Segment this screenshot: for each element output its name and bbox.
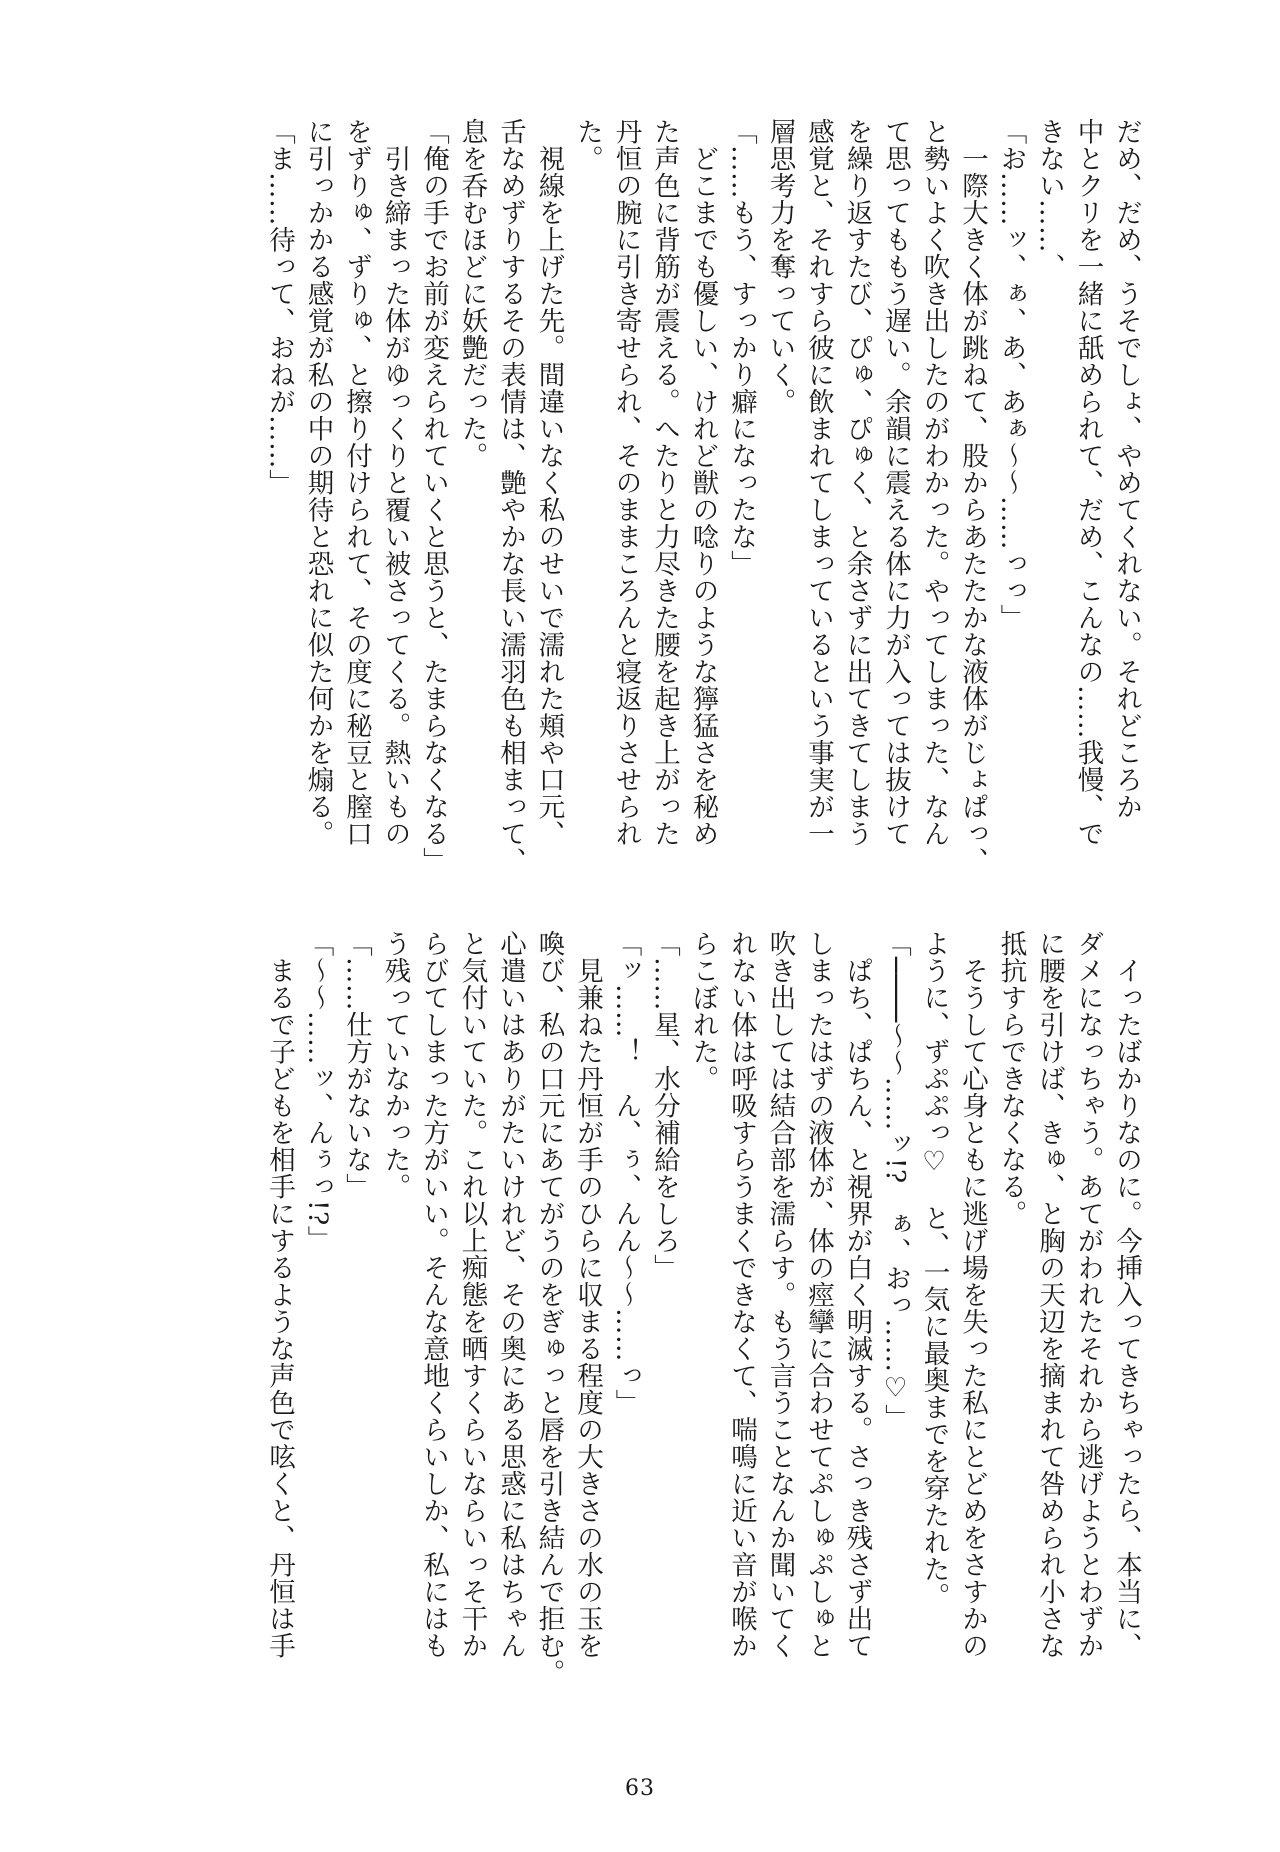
text-line: イったばかりなのに。今挿入ってきちゃったら、本当に、: [1111, 930, 1142, 1659]
text-line: 感覚と、それすら彼に飲まれてしまっているという事実が一: [803, 118, 834, 847]
text-line: ぱち、ぱちん、と視界が白く明滅する。さっき残さず出て: [841, 930, 873, 1659]
text-line: と気付いていた。これ以上痴態を晒すくらいならいっそ干か: [456, 930, 488, 1659]
text-line: しまったはずの液体が、体の痙攣に合わせてぷしゅぷしゅと: [803, 930, 834, 1659]
text-line: らびてしまった方がいい。そんな意地くらいしか、私にはも: [418, 930, 449, 1659]
text-line: 「ッ……！ ん、ぅ、んん〜〜……っ」: [610, 930, 642, 1416]
text-line: 心遣いはありがたいけれど、その奥にある思惑に私はちゃん: [495, 930, 526, 1659]
text-line: を繰り返すたび、ぴゅ、ぴゅく、と余さずに出てきてしまう: [841, 118, 873, 847]
text-line: た。: [572, 118, 603, 172]
text-line: 抵抗すらできなくなる。: [995, 930, 1027, 1227]
text-line: そうして心身ともに逃げ場を失った私にとどめをさすかの: [957, 930, 988, 1659]
text-line: 「〜〜……ッ、んぅっ!?」: [302, 930, 334, 1253]
text-line: 「お……ッ、ぁ、あ、あぁ〜〜……っっ」: [995, 118, 1027, 631]
text-line: 「ま……待って、おねが……」: [264, 118, 295, 496]
text-line: 「……星、水分補給をしろ」: [649, 930, 680, 1281]
text-line: 「……仕方がないな」: [341, 930, 372, 1200]
text-line: 層思考力を奪っていく。: [764, 118, 796, 415]
text-line: 中とクリを一緒に舐められて、だめ、こんなの……我慢、で: [1072, 118, 1104, 847]
text-line: と勢いよく吹き出したのがわかった。やってしまった、なん: [918, 118, 950, 847]
text-line: 視線を上げた先。間違いなく私のせいで濡れた頬や口元、: [533, 118, 565, 847]
text-line: ダメになっちゃう。あてがわれたそれから逃げようとわずか: [1072, 930, 1104, 1659]
text-line: ように、ずぷぷっ♡ と、一気に最奥までを穿たれた。: [918, 930, 950, 1610]
text-line: れない体は呼吸すらうまくできなくて、喘鳴に近い音が喉か: [726, 930, 757, 1659]
text-line: 「……もう、すっかり癖になったな」: [726, 118, 757, 577]
text-line: う残っていなかった。: [379, 930, 411, 1200]
text-block-top: [135, 118, 1145, 878]
text-line: て思ってももう遅い。余韻に震える体に力が入っては抜けて: [880, 118, 911, 847]
text-line: 一際大きく体が跳ねて、股からあたたかな液体がじょぱっ、: [957, 118, 988, 874]
text-line: 息を呑むほどに妖艶だった。: [456, 118, 488, 469]
text-line: らこぼれた。: [687, 930, 719, 1092]
text-line: 引き締まった体がゆっくりと覆い被さってくる。熱いもの: [379, 118, 411, 847]
text-line: 吹き出しては結合部を濡らす。もう言うことなんか聞いてく: [764, 930, 796, 1659]
text-line: 喚び、私の口元にあてがうのをぎゅっと唇を引き結んで拒む。: [533, 930, 565, 1686]
text-line: た声色に背筋が震える。へたりと力尽きた腰を起き上がった: [649, 118, 680, 847]
text-line: 舌なめずりするその表情は、艶やかな長い濡羽色も相まって、: [495, 118, 526, 874]
text-line: をずりゅ、ずりゅ、と擦り付けられて、その度に秘豆と膣口: [341, 118, 372, 847]
text-line: に腰を引けば、きゅ、と胸の天辺を摘まれて咎められ小さな: [1034, 930, 1065, 1659]
text-line: どこまでも優しい、けれど獣の唸りのような獰猛さを秘め: [687, 118, 719, 847]
text-line: 丹恒の腕に引き寄せられ、そのままころんと寝返りさせられ: [610, 118, 642, 847]
text-block-bottom: [135, 930, 1145, 1690]
page-number: 63: [625, 1776, 655, 1801]
text-line: 「俺の手でお前が変えられていくと思うと、たまらなくなる」: [418, 118, 449, 874]
text-line: 見兼ねた丹恒が手のひらに収まる程度の大きさの水の玉を: [572, 930, 603, 1659]
text-line: だめ、だめ、うそでしょ、やめてくれない。それどころか: [1111, 118, 1142, 820]
text-line: まるで子どもを相手にするような声色で呟くと、丹恒は手: [264, 930, 295, 1659]
text-line: きない……、: [1034, 118, 1065, 280]
text-line: に引っかかる感覚が私の中の期待と恐れに似た何かを煽る。: [302, 118, 334, 847]
text-line: 「────〜〜……ッ!? ぁ、おっ……♡」: [880, 930, 911, 1432]
